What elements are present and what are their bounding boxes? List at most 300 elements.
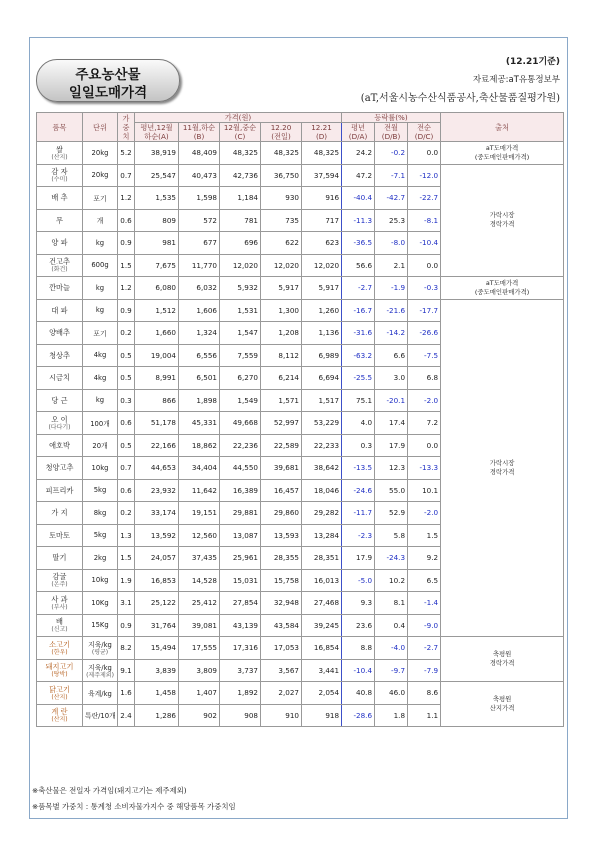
- table-body: [37, 142, 564, 727]
- price-cell: 24,057: [135, 547, 179, 570]
- rate-cell: 17.4: [375, 412, 408, 435]
- rate-cell: -8.0: [375, 232, 408, 255]
- unit-cell: [83, 187, 118, 210]
- item-cell: [37, 592, 83, 615]
- item-cell: [37, 142, 83, 165]
- price-cell: 36,750: [261, 164, 302, 187]
- item-name: 청상추: [49, 350, 70, 360]
- weight-cell: 0.9: [118, 614, 135, 637]
- item-cell: [37, 164, 83, 187]
- item-cell: [37, 524, 83, 547]
- source-label: 가락시장: [489, 458, 515, 467]
- source-label: aT도매가격: [485, 143, 519, 152]
- header-col-sublabel: (B): [193, 132, 205, 141]
- price-cell: 52,997: [261, 412, 302, 435]
- price-cell: 13,592: [135, 524, 179, 547]
- rate-cell: 9.3: [342, 592, 375, 615]
- price-cell: 3,441: [302, 659, 342, 682]
- rate-cell: 46.0: [375, 682, 408, 705]
- price-cell: 6,214: [261, 367, 302, 390]
- item-cell: [37, 434, 83, 457]
- price-cell: 6,501: [179, 367, 220, 390]
- item-name: 양배추: [49, 328, 70, 338]
- title-line-2: 일일도매가격: [68, 85, 148, 101]
- item-cell: [37, 412, 83, 435]
- price-cell: 2,027: [261, 682, 302, 705]
- rate-cell: 17.9: [375, 434, 408, 457]
- rate-cell: -10.4: [408, 232, 441, 255]
- rate-cell: 56.6: [342, 254, 375, 277]
- price-cell: 866: [135, 389, 179, 412]
- unit-value: 4kg: [93, 373, 107, 382]
- price-cell: 1,598: [179, 187, 220, 210]
- item-cell: [37, 187, 83, 210]
- price-cell: 43,584: [261, 614, 302, 637]
- item-cell: [37, 502, 83, 525]
- price-cell: 1,512: [135, 299, 179, 322]
- item-cell: [37, 457, 83, 480]
- date-label: (12.21기준): [505, 57, 560, 67]
- price-cell: 33,174: [135, 502, 179, 525]
- price-cell: 3,809: [179, 659, 220, 682]
- price-cell: 6,556: [179, 344, 220, 367]
- rate-cell: -22.7: [408, 187, 441, 210]
- price-cell: 22,236: [220, 434, 261, 457]
- rate-cell: 75.1: [342, 389, 375, 412]
- price-cell: 29,282: [302, 502, 342, 525]
- price-cell: 22,166: [135, 434, 179, 457]
- rate-cell: -7.5: [408, 344, 441, 367]
- source-sublabel: 경락가격: [489, 467, 515, 476]
- unit-cell: [83, 614, 118, 637]
- price-cell: 1,547: [220, 322, 261, 345]
- rate-cell: -25.5: [342, 367, 375, 390]
- price-cell: 15,031: [220, 569, 261, 592]
- price-cell: 902: [179, 704, 220, 727]
- unit-cell: [83, 682, 118, 705]
- rate-cell: 8.1: [375, 592, 408, 615]
- price-cell: 37,594: [302, 164, 342, 187]
- item-cell: [37, 389, 83, 412]
- item-variety: (수미): [51, 176, 68, 184]
- price-cell: 19,004: [135, 344, 179, 367]
- item-name: 배 추: [51, 193, 68, 203]
- rate-cell: -2.0: [408, 502, 441, 525]
- item-name: 감 자: [51, 167, 68, 177]
- unit-value: 8kg: [93, 508, 107, 517]
- item-name: 양 파: [51, 238, 68, 248]
- price-cell: 1,324: [179, 322, 220, 345]
- unit-cell: [83, 142, 118, 165]
- item-name: 건고추: [49, 257, 70, 267]
- item-cell: [37, 682, 83, 705]
- price-cell: 8,112: [261, 344, 302, 367]
- weight-cell: 1.3: [118, 524, 135, 547]
- rate-cell: 6.8: [408, 367, 441, 390]
- header-col-sublabel: (D/A): [348, 132, 368, 141]
- rate-cell: -10.4: [342, 659, 375, 682]
- item-cell: [37, 659, 83, 682]
- rate-cell: 55.0: [375, 479, 408, 502]
- header-col-label: 전월: [384, 123, 398, 132]
- source-cell: [441, 142, 564, 165]
- price-cell: 38,642: [302, 457, 342, 480]
- price-cell: 1,531: [220, 299, 261, 322]
- price-cell: 12,020: [302, 254, 342, 277]
- item-cell: [37, 209, 83, 232]
- price-cell: 16,853: [135, 569, 179, 592]
- price-cell: 44,550: [220, 457, 261, 480]
- source-sublabel: 경락가격: [489, 659, 515, 667]
- rate-cell: -26.6: [408, 322, 441, 345]
- item-variety: (산지): [51, 716, 68, 724]
- header-col-sublabel: 하순(A): [144, 132, 169, 141]
- price-cell: 16,854: [302, 637, 342, 660]
- footnotes: [32, 783, 236, 815]
- price-cell: 1,300: [261, 299, 302, 322]
- header-col-label: 11월,하순: [182, 123, 216, 132]
- rate-cell: 47.2: [342, 164, 375, 187]
- unit-cell: [83, 434, 118, 457]
- weight-cell: 1.6: [118, 682, 135, 705]
- item-cell: [37, 569, 83, 592]
- item-name: 닭고기: [49, 684, 70, 694]
- price-cell: 53,229: [302, 412, 342, 435]
- item-name: 계 란: [51, 707, 68, 717]
- price-cell: 12,020: [261, 254, 302, 277]
- price-cell: 12,560: [179, 524, 220, 547]
- unit-cell: [83, 547, 118, 570]
- unit-value: kg: [95, 283, 105, 292]
- source-sublabel: (중도매인판매가격): [474, 287, 530, 296]
- rate-cell: -0.3: [408, 277, 441, 300]
- price-cell: 13,087: [220, 524, 261, 547]
- item-name: 배: [56, 617, 63, 627]
- price-cell: 49,668: [220, 412, 261, 435]
- rate-cell: 0.4: [375, 614, 408, 637]
- price-cell: 40,473: [179, 164, 220, 187]
- weight-cell: 0.7: [118, 164, 135, 187]
- price-cell: 572: [179, 209, 220, 232]
- weight-cell: 1.5: [118, 547, 135, 570]
- rate-cell: -2.7: [342, 277, 375, 300]
- price-cell: 17,555: [179, 637, 220, 660]
- rate-cell: -5.0: [342, 569, 375, 592]
- item-name: 돼지고기: [45, 662, 74, 672]
- rate-cell: 0.0: [408, 254, 441, 277]
- item-variety: (다다기): [48, 423, 71, 431]
- price-cell: 8,991: [135, 367, 179, 390]
- price-cell: 5,917: [302, 277, 342, 300]
- unit-value: 10kg: [91, 576, 109, 585]
- price-cell: 37,435: [179, 547, 220, 570]
- unit-value: 2kg: [93, 553, 107, 562]
- item-name: 깐마늘: [49, 283, 70, 293]
- price-cell: 7,675: [135, 254, 179, 277]
- price-cell: 31,764: [135, 614, 179, 637]
- source-sublabel: 경락가격: [489, 220, 515, 229]
- unit-value: 10Kg: [91, 598, 109, 607]
- unit-cell: [83, 457, 118, 480]
- price-cell: 16,457: [261, 479, 302, 502]
- rate-cell: 0.0: [408, 142, 441, 165]
- unit-cell: [83, 389, 118, 412]
- unit-value: 10kg: [91, 463, 109, 472]
- table-row: [37, 277, 564, 300]
- price-cell: 7,559: [220, 344, 261, 367]
- rate-cell: -16.7: [342, 299, 375, 322]
- unit-cell: [83, 412, 118, 435]
- rate-cell: 5.8: [375, 524, 408, 547]
- source-label: aT도매가격: [485, 278, 519, 287]
- header-change-group: 등락률(%): [342, 113, 441, 123]
- price-cell: 18,862: [179, 434, 220, 457]
- price-cell: 17,316: [220, 637, 261, 660]
- price-cell: 51,178: [135, 412, 179, 435]
- weight-cell: 0.3: [118, 389, 135, 412]
- weight-cell: 0.5: [118, 367, 135, 390]
- price-cell: 918: [302, 704, 342, 727]
- source-sublabel: (중도매인판매가격): [474, 152, 530, 161]
- rate-cell: -8.1: [408, 209, 441, 232]
- source-cell: [441, 164, 564, 277]
- rate-cell: -11.7: [342, 502, 375, 525]
- item-variety: (산지): [51, 693, 68, 701]
- rate-cell: -1.9: [375, 277, 408, 300]
- item-variety: (한우): [51, 648, 68, 656]
- item-cell: [37, 704, 83, 727]
- price-cell: 34,404: [179, 457, 220, 480]
- item-name: 청양고추: [45, 463, 74, 473]
- source-label: 축평원: [492, 650, 512, 658]
- header-col-0: [135, 123, 179, 142]
- unit-cell: [83, 592, 118, 615]
- price-cell: 1,571: [261, 389, 302, 412]
- item-name: 가 지: [51, 508, 68, 518]
- item-variety: (온주): [51, 581, 68, 589]
- rate-cell: 8.6: [408, 682, 441, 705]
- unit-note: (평균): [91, 649, 109, 657]
- price-cell: 13,284: [302, 524, 342, 547]
- rate-cell: -2.3: [342, 524, 375, 547]
- price-cell: 916: [302, 187, 342, 210]
- rate-cell: 4.0: [342, 412, 375, 435]
- rate-cell: -12.0: [408, 164, 441, 187]
- rate-cell: -42.7: [375, 187, 408, 210]
- price-cell: 1,458: [135, 682, 179, 705]
- price-cell: 39,245: [302, 614, 342, 637]
- weight-cell: 0.5: [118, 344, 135, 367]
- rate-cell: -7.9: [408, 659, 441, 682]
- price-cell: 677: [179, 232, 220, 255]
- price-cell: 48,325: [261, 142, 302, 165]
- unit-cell: [83, 254, 118, 277]
- price-cell: 12,020: [220, 254, 261, 277]
- price-cell: 27,468: [302, 592, 342, 615]
- item-cell: [37, 479, 83, 502]
- price-cell: 16,013: [302, 569, 342, 592]
- unit-cell: [83, 164, 118, 187]
- unit-cell: [83, 209, 118, 232]
- source-cell: [441, 277, 564, 300]
- item-cell: [37, 367, 83, 390]
- price-cell: 2,054: [302, 682, 342, 705]
- data-provider: 자료제공:aT유통정보부: [472, 75, 560, 85]
- price-cell: 28,355: [261, 547, 302, 570]
- table-row: [37, 682, 564, 705]
- header-col-sublabel: (C): [234, 132, 246, 141]
- price-cell: 15,494: [135, 637, 179, 660]
- price-cell: 1,606: [179, 299, 220, 322]
- item-name: 애호박: [49, 440, 70, 450]
- price-cell: 29,860: [261, 502, 302, 525]
- header-col-label: 전순: [417, 123, 431, 132]
- unit-cell: [83, 344, 118, 367]
- unit-value: kg: [95, 396, 105, 405]
- item-name: 대 파: [51, 305, 68, 315]
- rate-cell: 12.3: [375, 457, 408, 480]
- source-cell: [441, 682, 564, 727]
- price-cell: 14,528: [179, 569, 220, 592]
- price-cell: 48,325: [302, 142, 342, 165]
- title-line-1: 주요농산물: [75, 67, 141, 83]
- unit-value: 20개: [92, 442, 108, 451]
- price-cell: 1,898: [179, 389, 220, 412]
- price-cell: 1,184: [220, 187, 261, 210]
- item-name: 시금치: [49, 373, 70, 383]
- weight-cell: 2.4: [118, 704, 135, 727]
- price-cell: 1,260: [302, 299, 342, 322]
- unit-value: 개: [96, 217, 104, 226]
- unit-cell: [83, 479, 118, 502]
- price-cell: 930: [261, 187, 302, 210]
- price-cell: 22,233: [302, 434, 342, 457]
- rate-cell: 10.2: [375, 569, 408, 592]
- price-cell: 25,547: [135, 164, 179, 187]
- price-table: [36, 112, 564, 727]
- header-col-sublabel: (D/C): [414, 132, 434, 141]
- item-variety: (탕박): [51, 671, 68, 679]
- rate-cell: 1.8: [375, 704, 408, 727]
- rate-cell: 25.3: [375, 209, 408, 232]
- price-cell: 11,642: [179, 479, 220, 502]
- price-cell: 6,270: [220, 367, 261, 390]
- price-cell: 16,389: [220, 479, 261, 502]
- item-cell: [37, 637, 83, 660]
- price-cell: 28,351: [302, 547, 342, 570]
- rate-cell: 2.1: [375, 254, 408, 277]
- source-cell: [441, 637, 564, 682]
- table-row: [37, 637, 564, 660]
- unit-cell: [83, 299, 118, 322]
- rate-cell: 23.6: [342, 614, 375, 637]
- price-cell: 3,737: [220, 659, 261, 682]
- table-header: [37, 113, 564, 142]
- unit-value: 포기: [93, 329, 107, 338]
- header-col-label: 12월,중순: [223, 123, 257, 132]
- price-cell: 3,567: [261, 659, 302, 682]
- price-cell: 48,409: [179, 142, 220, 165]
- item-name: 피프리카: [45, 485, 74, 495]
- price-cell: 1,892: [220, 682, 261, 705]
- weight-cell: 0.2: [118, 322, 135, 345]
- rate-cell: 3.0: [375, 367, 408, 390]
- item-name: 무: [56, 215, 63, 225]
- price-cell: 735: [261, 209, 302, 232]
- rate-cell: 9.2: [408, 547, 441, 570]
- rate-cell: -4.0: [375, 637, 408, 660]
- price-cell: 48,325: [220, 142, 261, 165]
- price-cell: 781: [220, 209, 261, 232]
- price-cell: 6,989: [302, 344, 342, 367]
- rate-cell: 52.9: [375, 502, 408, 525]
- unit-cell: [83, 569, 118, 592]
- weight-cell: 0.7: [118, 457, 135, 480]
- weight-cell: 0.6: [118, 412, 135, 435]
- unit-value: 지육/kg: [88, 663, 112, 672]
- price-cell: 6,080: [135, 277, 179, 300]
- rate-cell: 1.5: [408, 524, 441, 547]
- unit-value: 특란/10개: [85, 712, 116, 721]
- rate-cell: 10.1: [408, 479, 441, 502]
- source-sublabel: 산지가격: [489, 704, 515, 712]
- rate-cell: -9.0: [408, 614, 441, 637]
- rate-cell: 6.5: [408, 569, 441, 592]
- rate-cell: 1.1: [408, 704, 441, 727]
- rate-cell: -24.6: [342, 479, 375, 502]
- unit-cell: [83, 322, 118, 345]
- price-cell: 1,407: [179, 682, 220, 705]
- rate-cell: -24.3: [375, 547, 408, 570]
- rate-cell: 40.8: [342, 682, 375, 705]
- price-cell: 717: [302, 209, 342, 232]
- header-col-label: 평년: [351, 123, 365, 132]
- unit-cell: [83, 367, 118, 390]
- weight-cell: 8.2: [118, 637, 135, 660]
- unit-value: 600g: [91, 261, 109, 270]
- unit-cell: [83, 659, 118, 682]
- item-cell: [37, 299, 83, 322]
- price-cell: 17,053: [261, 637, 302, 660]
- unit-value: 20kg: [91, 171, 109, 180]
- item-variety: (화건): [51, 266, 68, 274]
- rate-cell: -28.6: [342, 704, 375, 727]
- header-weight: 가중치: [118, 113, 135, 142]
- unit-value: 100개: [90, 419, 110, 428]
- footnote-1: ※축산물은 전일자 가격임(돼지고기는 제주제외): [32, 786, 187, 795]
- header-col-sublabel: (D): [315, 132, 328, 141]
- price-cell: 5,932: [220, 277, 261, 300]
- rate-cell: -36.5: [342, 232, 375, 255]
- header-col-1: [179, 123, 220, 142]
- price-cell: 1,517: [302, 389, 342, 412]
- item-name: 딸기: [52, 553, 67, 563]
- price-cell: 27,854: [220, 592, 261, 615]
- weight-cell: 1.2: [118, 187, 135, 210]
- rate-cell: -11.3: [342, 209, 375, 232]
- weight-cell: 3.1: [118, 592, 135, 615]
- price-cell: 1,549: [220, 389, 261, 412]
- header-col-sublabel: (D/B): [381, 132, 401, 141]
- rate-cell: 6.6: [375, 344, 408, 367]
- header-col-label: 평년,12월: [140, 123, 173, 132]
- unit-value: 20kg: [91, 148, 109, 157]
- price-cell: 25,961: [220, 547, 261, 570]
- price-cell: 42,736: [220, 164, 261, 187]
- price-cell: 623: [302, 232, 342, 255]
- header-col-label: 12.20: [270, 123, 292, 132]
- rate-cell: 8.8: [342, 637, 375, 660]
